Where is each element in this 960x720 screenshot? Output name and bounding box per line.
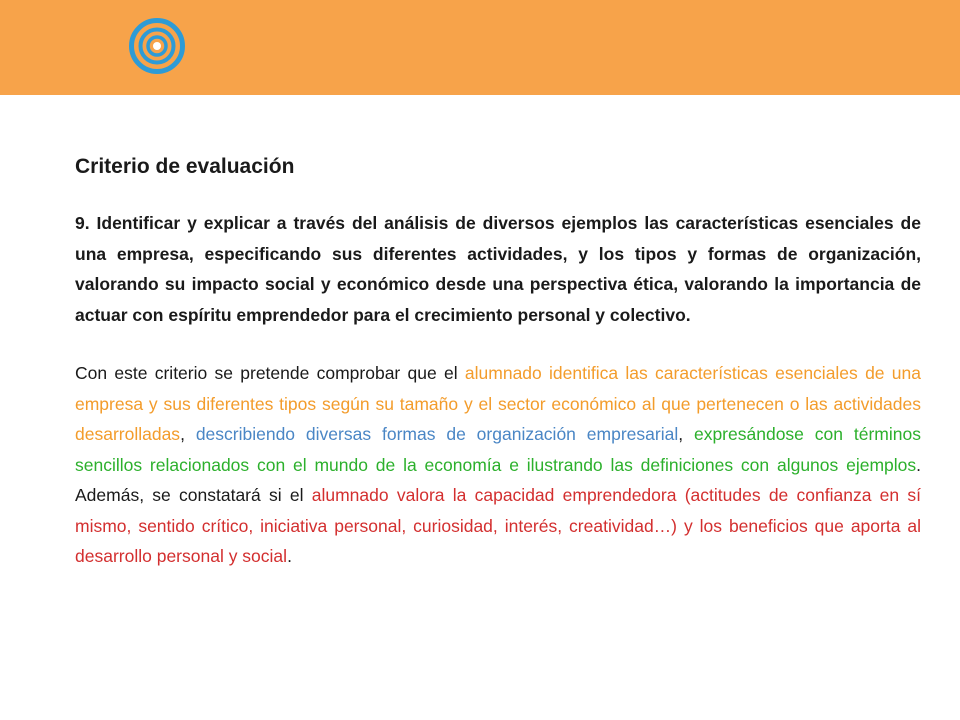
- description-text: .: [287, 546, 292, 566]
- description-highlight-green: expresándose con términos sencillos relacionados con el mundo de la economía e ilustrando las definiciones con algunos ejemplos: [75, 424, 921, 475]
- description-highlight-blue: describiendo diversas formas de organización empresarial: [195, 424, 679, 444]
- criterion-description: [75, 358, 921, 572]
- description-highlight-red: alumnado valora la capacidad emprendedora (actitudes de confianza en sí mismo, sentido crítico, iniciativa personal, curiosidad, interés, creatividad…) y los beneficios que aporta al desarrollo personal y social: [75, 485, 922, 566]
- description-text: ,: [678, 424, 694, 444]
- slide-content: [75, 152, 921, 572]
- concentric-circles-logo-icon: [128, 17, 186, 75]
- description-text: . Además, se constatará si el: [75, 454, 921, 505]
- description-text: Con este criterio se pretende comprobar que el: [75, 363, 465, 383]
- description-highlight-orange: alumnado identifica las características esenciales de una empresa y sus diferentes tipos según su tamaño y el sector económico al que pertenecen o las actividades desarrolladas: [75, 363, 921, 444]
- description-text: ,: [180, 424, 196, 444]
- criterion-text: 9. Identificar y explicar a través del análisis de diversos ejemplos las características esenciales de una empresa, especificando sus diferentes actividades, y los tipos y formas de organización, valorando su impacto social y económico desde una perspectiva ética, valorando la importancia de actuar con espíritu emprendedor para el crecimiento personal y colectivo.: [75, 213, 921, 325]
- slide-title: Criterio de evaluación: [75, 155, 295, 178]
